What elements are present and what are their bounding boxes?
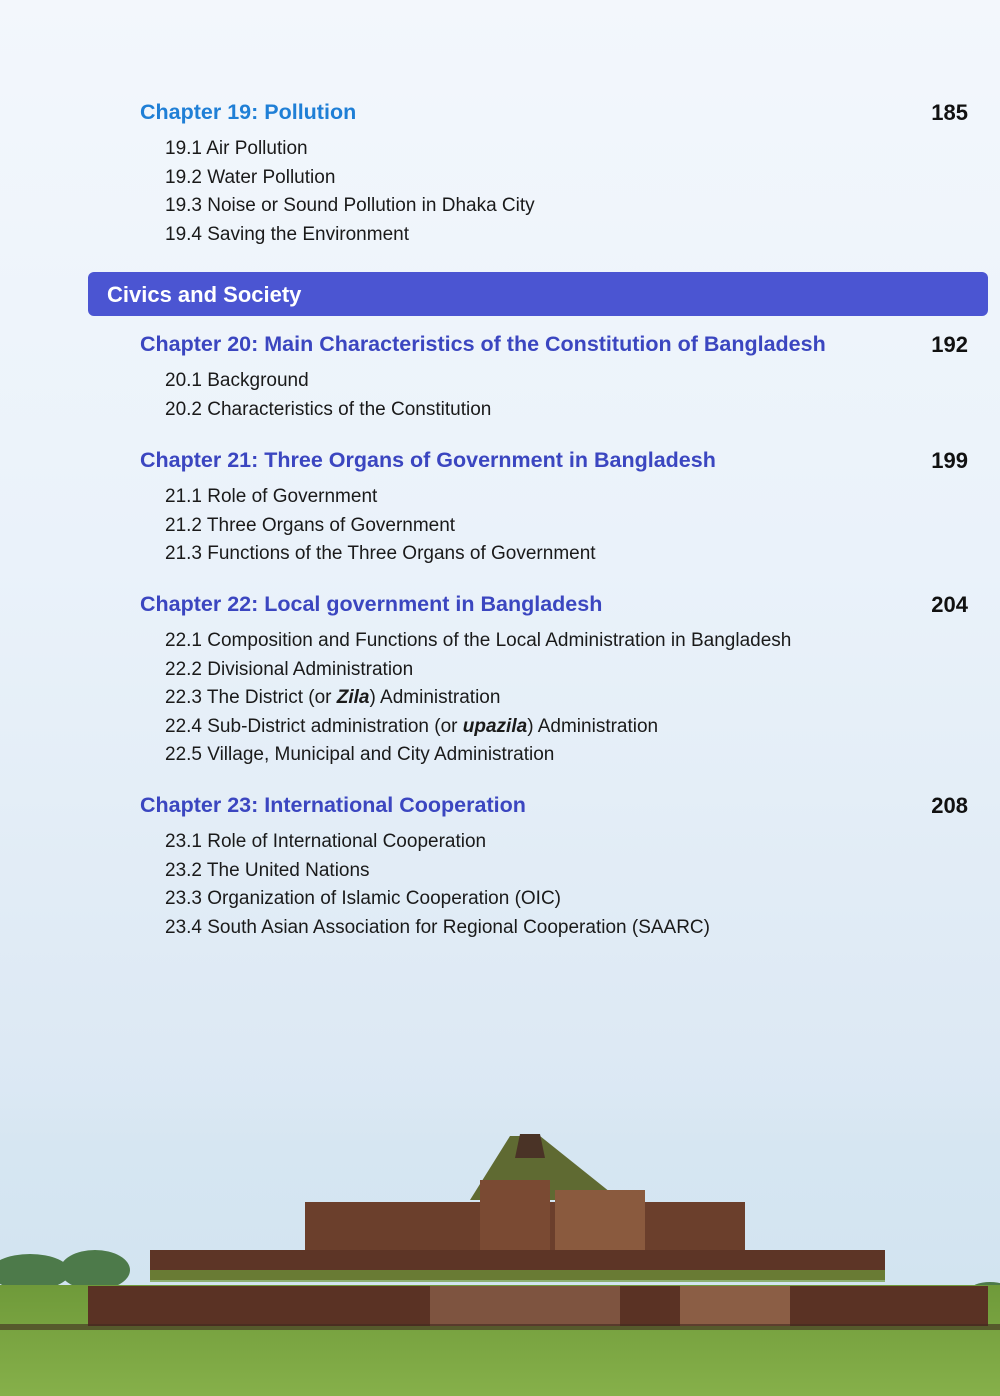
chapter-21 bbox=[140, 448, 968, 569]
chapter-title: Chapter 22: Local government in Bangladesh bbox=[140, 592, 603, 616]
chapter-title: Chapter 23: International Cooperation bbox=[140, 793, 526, 817]
item-text: 22.3 The District (or bbox=[165, 687, 337, 709]
section-item: 20.1 Background bbox=[165, 370, 309, 391]
chapter-19 bbox=[140, 100, 968, 249]
section-item: 23.2 The United Nations bbox=[165, 859, 370, 881]
monument-photo bbox=[0, 1040, 1000, 1396]
section-item: 22.2 Divisional Administration bbox=[165, 658, 414, 680]
section-item: 23.1 Role of International Cooperation bbox=[165, 831, 487, 852]
page-number: 208 bbox=[931, 793, 968, 818]
section-item: 22.1 Composition and Functions of the Local Administration in Bangladesh bbox=[165, 630, 792, 651]
chapter-22 bbox=[140, 592, 968, 770]
section-item: 23.4 South Asian Association for Regional Cooperation (SAARC) bbox=[165, 916, 710, 938]
section-item: 22.5 Village, Municipal and City Administration bbox=[165, 744, 555, 766]
section-item: 19.4 Saving the Environment bbox=[165, 223, 409, 245]
section-item: 21.3 Functions of the Three Organs of Government bbox=[165, 543, 596, 565]
item-text: 22.4 Sub-District administration (or bbox=[165, 715, 463, 737]
chapter-20 bbox=[140, 332, 968, 424]
chapter-title: Chapter 19: Pollution bbox=[140, 100, 357, 124]
section-item: 20.2 Characteristics of the Constitution bbox=[165, 398, 492, 420]
section-item: 19.2 Water Pollution bbox=[165, 166, 336, 188]
page-number: 204 bbox=[931, 592, 968, 617]
item-text: ) Administration bbox=[369, 687, 501, 709]
page-number: 192 bbox=[931, 332, 968, 357]
item-text: ) Administration bbox=[527, 715, 659, 737]
section-item: 23.3 Organization of Islamic Cooperation (OIC) bbox=[165, 888, 562, 910]
section-item: 19.1 Air Pollution bbox=[165, 138, 308, 159]
item-emphasis: upazila bbox=[462, 715, 528, 737]
chapter-23 bbox=[140, 793, 968, 942]
section-item: 19.3 Noise or Sound Pollution in Dhaka City bbox=[165, 195, 535, 217]
section-item: 21.2 Three Organs of Government bbox=[165, 514, 456, 536]
item-emphasis: Zila bbox=[336, 687, 370, 709]
section-item bbox=[165, 684, 968, 713]
chapter-title: Chapter 20: Main Characteristics of the Constitution of Bangladesh bbox=[140, 332, 826, 356]
section-item bbox=[165, 713, 968, 742]
section-banner: Civics and Society bbox=[88, 272, 988, 316]
chapter-title: Chapter 21: Three Organs of Government in Bangladesh bbox=[140, 448, 716, 472]
section-item: 21.1 Role of Government bbox=[165, 486, 378, 507]
page-number: 185 bbox=[931, 100, 968, 125]
page-number: 199 bbox=[931, 448, 968, 473]
